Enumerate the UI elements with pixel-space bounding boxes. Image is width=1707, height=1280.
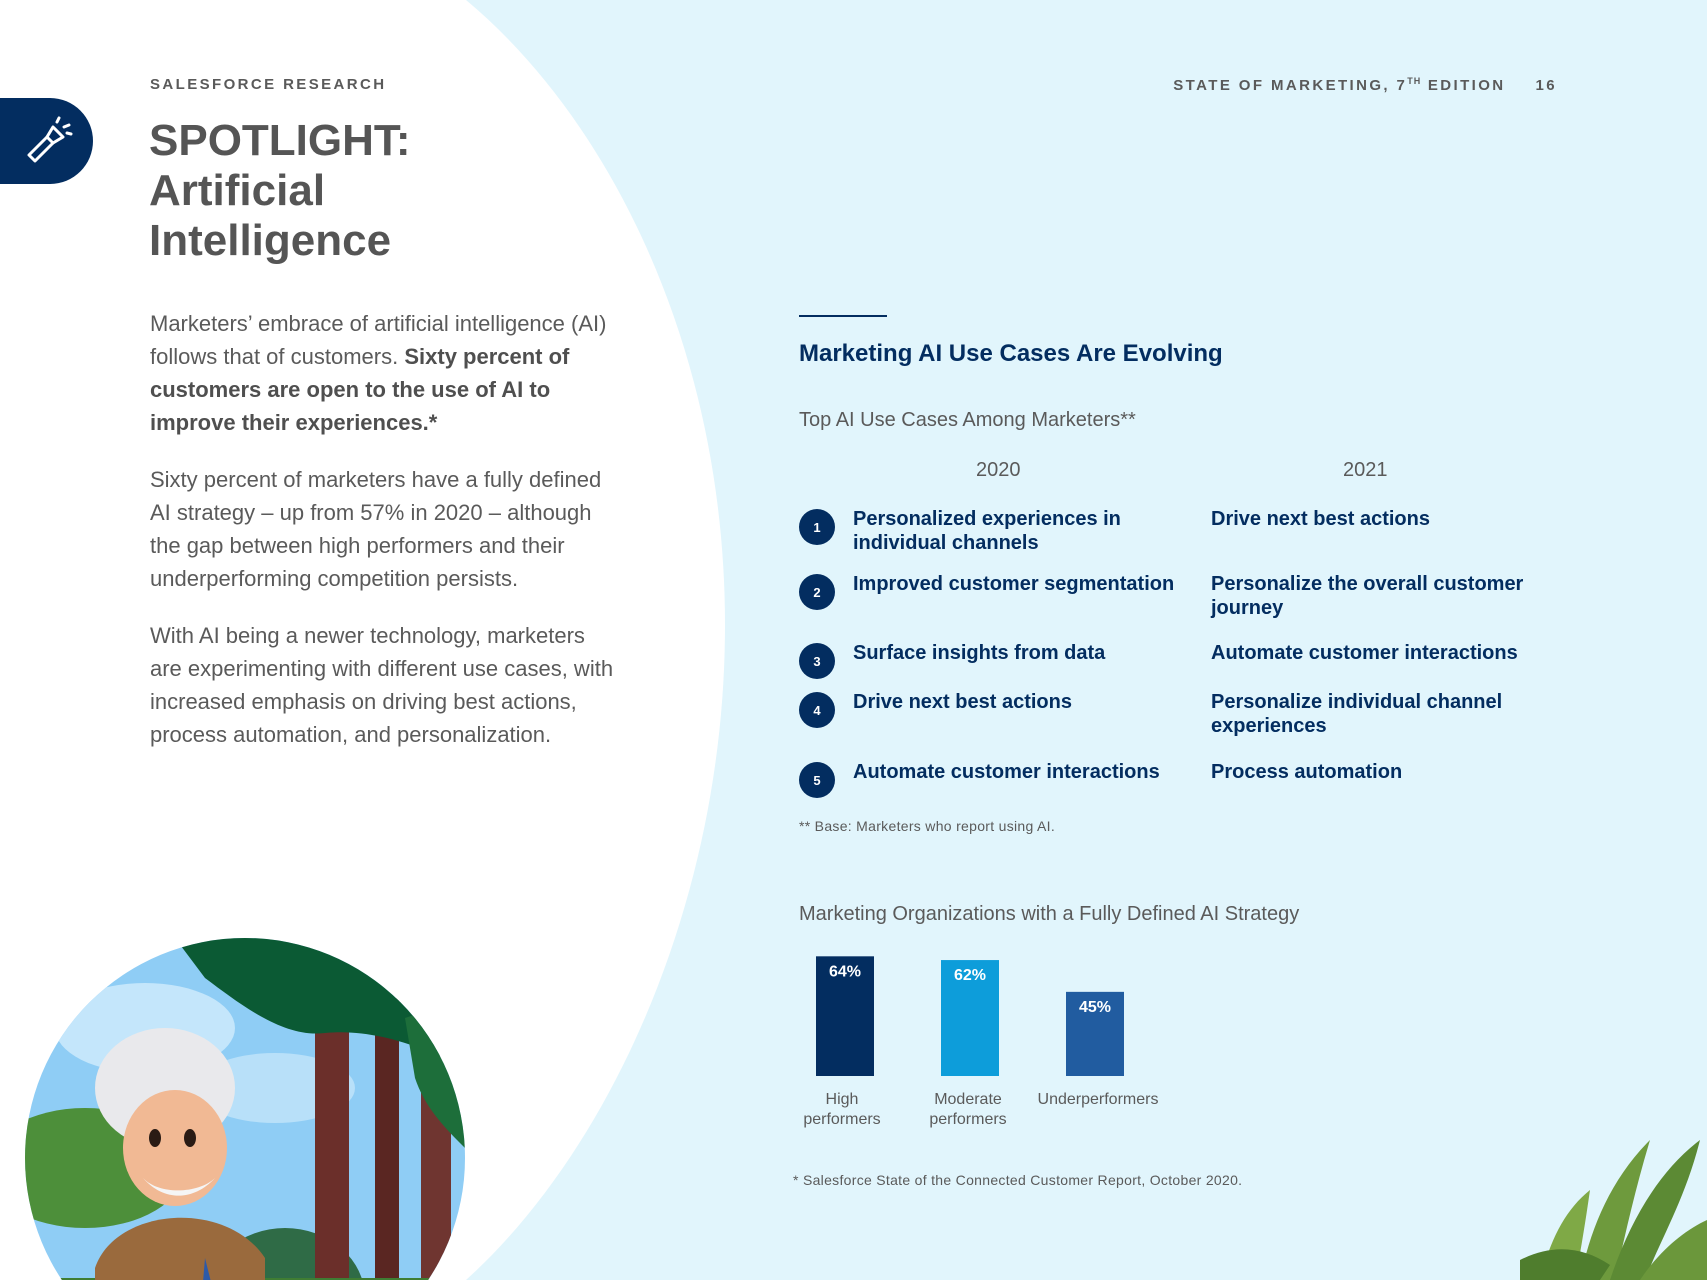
use-cases-subtitle: Top AI Use Cases Among Marketers** [799, 409, 1136, 431]
page-title: SPOTLIGHT: Artificial Intelligence [149, 116, 411, 265]
use-case-2021: Personalize the overall customer journey [1211, 573, 1524, 619]
rank-badge: 5 [799, 762, 835, 798]
rank-badge: 4 [799, 692, 835, 728]
paragraph-2: Sixty percent of marketers have a fully defined AI strategy – up from 57% in 2020 – although the gap between high performers and their underperforming competition persists. [150, 467, 602, 591]
paragraph-1: Marketers’ embrace of artificial intelligence (AI) follows that of customers. Sixty percent of customers are open to the use of AI to improve their experiences.* [150, 311, 607, 435]
year-2021-header: 2021 [1343, 459, 1388, 481]
base-note: ** Base: Marketers who report using AI. [799, 818, 1056, 834]
section-rule [799, 315, 887, 317]
use-cases-title: Marketing AI Use Cases Are Evolving [799, 340, 1223, 367]
use-case-2020: Personalized experiences in individual channels [853, 508, 1121, 554]
bar-value-label: 45% [1078, 998, 1112, 1016]
edition-label: STATE OF MARKETING, 7TH EDITION [1173, 76, 1506, 94]
plant-decoration [1520, 1120, 1707, 1280]
use-case-2020: Automate customer interactions [853, 761, 1160, 783]
header-brand: SALESFORCE RESEARCH [150, 76, 387, 93]
use-case-2020: Surface insights from data [853, 642, 1106, 664]
flashlight-icon [19, 113, 75, 169]
category-label: Underperformers [1037, 1091, 1159, 1108]
category-label: Moderate performers [929, 1091, 1007, 1128]
rank-badge: 3 [799, 643, 835, 679]
bar-value-label: 64% [828, 963, 862, 981]
bar-value-label: 62% [953, 967, 987, 985]
category-label: High performers [803, 1091, 881, 1128]
spotlight-badge [0, 98, 93, 184]
bar-chart-title: Marketing Organizations with a Fully Defined AI Strategy [799, 903, 1300, 925]
use-case-2021: Personalize individual channel experiences [1211, 691, 1503, 737]
intro-text [150, 307, 620, 775]
use-case-2020: Drive next best actions [853, 691, 1072, 713]
einstein-illustration [25, 938, 465, 1280]
use-case-2021: Drive next best actions [1211, 508, 1430, 530]
use-case-2020: Improved customer segmentation [853, 573, 1175, 595]
header-edition [1173, 76, 1557, 94]
use-case-2021: Automate customer interactions [1211, 642, 1518, 664]
paragraph-3: With AI being a newer technology, marketers are experimenting with different use cases, with increased emphasis on driving best actions, process automation, and personalization. [150, 623, 614, 747]
page-number: 16 [1535, 77, 1557, 94]
rank-badge: 1 [799, 509, 835, 545]
use-case-2021: Process automation [1211, 761, 1403, 783]
rank-badge: 2 [799, 574, 835, 610]
footnote: * Salesforce State of the Connected Customer Report, October 2020. [793, 1172, 1243, 1188]
year-2020-header: 2020 [976, 459, 1021, 481]
